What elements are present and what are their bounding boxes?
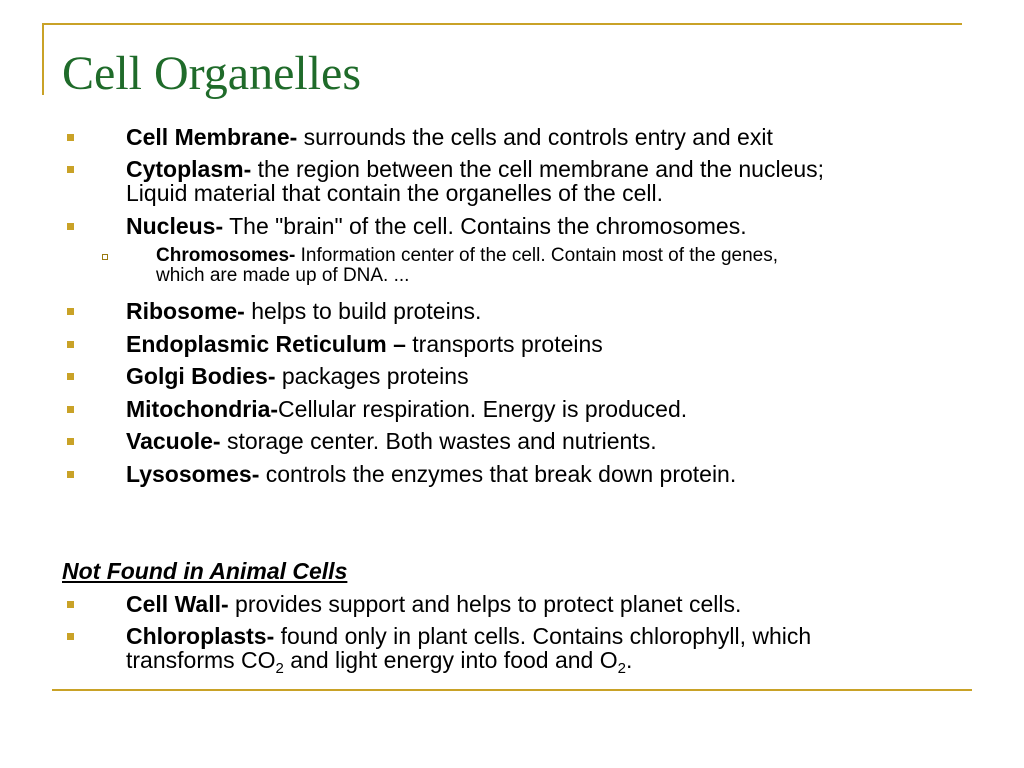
- item-text: [126, 429, 976, 453]
- section-heading: Not Found in Animal Cells: [62, 558, 348, 584]
- item-text: [126, 397, 976, 421]
- item-desc-continued: and light energy into food and O: [283, 647, 618, 673]
- item-text: [126, 299, 976, 323]
- item-text: [126, 462, 976, 486]
- item-text: [126, 332, 976, 356]
- square-bullet-icon: [67, 166, 74, 173]
- item-desc: The "brain" of the cell. Contains the chromosomes.: [223, 213, 747, 239]
- item-desc: Cellular respiration. Energy is produced.: [278, 396, 688, 422]
- item-term: Chloroplasts-: [126, 623, 275, 649]
- item-text: [126, 125, 976, 149]
- square-bullet-icon: [67, 308, 74, 315]
- item-desc: transports proteins: [405, 331, 603, 357]
- item-term: Lysosomes-: [126, 461, 260, 487]
- item-desc: provides support and helps to protect planet cells.: [228, 591, 742, 617]
- square-bullet-icon: [67, 134, 74, 141]
- item-term: Vacuole-: [126, 428, 221, 454]
- item-term: Cytoplasm-: [126, 156, 252, 182]
- subitem-desc: Information center of the cell. Contain most of the genes,: [295, 245, 779, 266]
- square-bullet-icon: [67, 406, 74, 413]
- item-term: Nucleus-: [126, 213, 224, 239]
- square-bullet-icon: [67, 633, 74, 640]
- item-text: [126, 157, 976, 205]
- item-desc: the region between the cell membrane and the nucleus;: [251, 156, 825, 182]
- subscript: 2: [617, 660, 626, 677]
- item-desc-continued: transforms CO: [126, 647, 276, 673]
- item-term: Mitochondria-: [126, 396, 279, 422]
- frame-bottom-rule: [52, 689, 972, 691]
- item-desc: controls the enzymes that break down protein.: [259, 461, 737, 487]
- frame-top-rule: [42, 23, 962, 25]
- item-desc: storage center. Both wastes and nutrients.: [220, 428, 657, 454]
- square-bullet-icon: [67, 341, 74, 348]
- item-desc: helps to build proteins.: [244, 298, 482, 324]
- item-text: [126, 623, 976, 677]
- item-desc: found only in plant cells. Contains chlorophyll, which: [274, 623, 812, 649]
- item-desc-continued: .: [625, 647, 633, 673]
- item-text: [126, 214, 976, 238]
- item-desc: packages proteins: [275, 363, 469, 389]
- hollow-square-bullet-icon: [102, 254, 108, 260]
- subitem-text: [156, 246, 976, 286]
- frame-left-rule: [42, 23, 44, 95]
- square-bullet-icon: [67, 373, 74, 380]
- subitem-desc-continued: which are made up of DNA. ...: [156, 265, 410, 286]
- square-bullet-icon: [67, 223, 74, 230]
- square-bullet-icon: [67, 438, 74, 445]
- item-term: Ribosome-: [126, 298, 245, 324]
- item-text: [126, 592, 976, 616]
- item-term: Endoplasmic Reticulum –: [126, 331, 406, 357]
- square-bullet-icon: [67, 601, 74, 608]
- item-desc-continued: Liquid material that contain the organelles of the cell.: [126, 180, 663, 206]
- item-term: Cell Membrane-: [126, 124, 298, 150]
- item-text: [126, 364, 976, 388]
- subscript: 2: [275, 660, 284, 677]
- square-bullet-icon: [67, 471, 74, 478]
- item-term: Cell Wall-: [126, 591, 229, 617]
- item-desc: surrounds the cells and controls entry and exit: [297, 124, 773, 150]
- item-term: Golgi Bodies-: [126, 363, 276, 389]
- slide-title: Cell Organelles: [62, 47, 362, 100]
- subitem-term: Chromosomes-: [156, 245, 296, 266]
